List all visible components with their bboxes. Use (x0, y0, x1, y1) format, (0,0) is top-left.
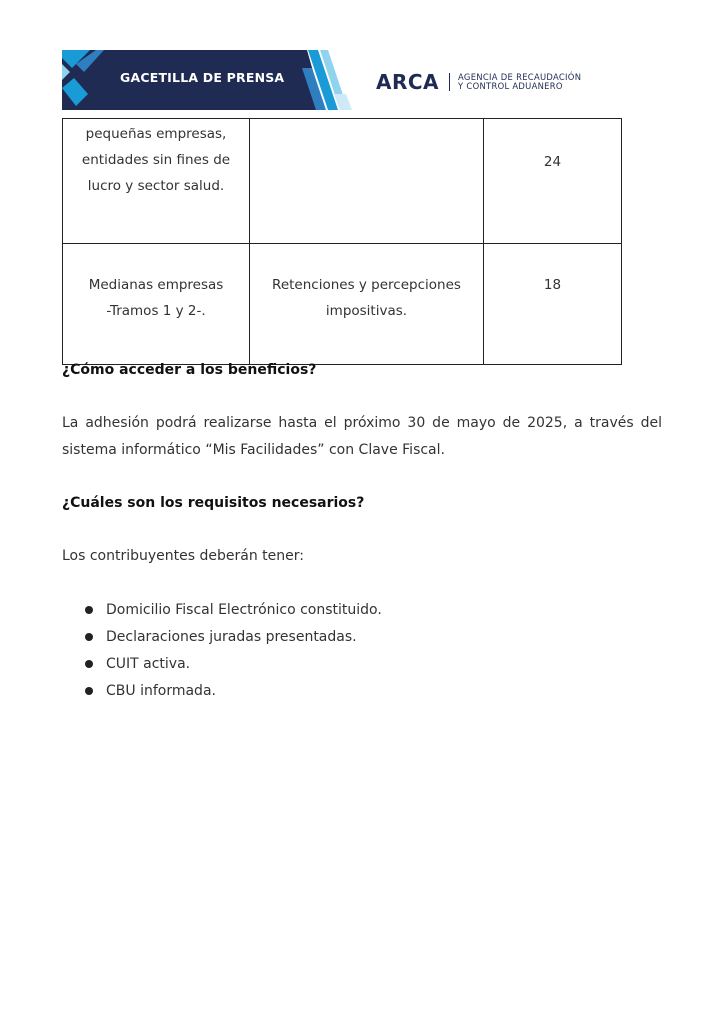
table-cell-obligation (250, 119, 484, 244)
table-cell-category (63, 119, 250, 244)
table-row (63, 119, 622, 244)
arca-logo (376, 69, 581, 95)
list-item (62, 678, 382, 705)
bullet-icon (85, 606, 93, 614)
bullet-icon (85, 687, 93, 695)
section-heading-access: ¿Cómo acceder a los beneficios? (62, 362, 317, 378)
table-cell-installments: 18 (484, 244, 622, 365)
cell-line: impositivas. (325, 303, 408, 319)
list-item-text: Declaraciones juradas presentadas. (106, 629, 357, 645)
paragraph-line: La adhesión podrá realizarse hasta el próximo 30 de mayo de 2025, a través del (62, 415, 662, 431)
benefits-table (62, 118, 622, 365)
list-item-text: CBU informada. (106, 683, 216, 699)
logo-wordmark: ARCA (376, 70, 440, 94)
paragraph-line: sistema informático “Mis Facilidades” con Clave Fiscal. (62, 442, 445, 458)
list-item-text: Domicilio Fiscal Electrónico constituido. (106, 602, 382, 618)
list-item (62, 597, 382, 624)
table-cell-installments: 24 (484, 119, 622, 244)
table-row (63, 244, 622, 365)
logo-subtitle-line2: Y CONTROL ADUANERO (458, 81, 563, 91)
requirements-intro: Los contribuyentes deberán tener: (62, 548, 304, 564)
cell-line: -Tramos 1 y 2-. (106, 303, 206, 319)
cell-line: entidades sin fines de (81, 152, 231, 168)
requirements-list (62, 597, 382, 705)
press-header (62, 50, 662, 110)
banner-title: GACETILLA DE PRENSA (120, 70, 285, 85)
cell-line: Medianas empresas (88, 277, 224, 293)
logo-subtitle (458, 73, 581, 91)
list-item (62, 624, 382, 651)
list-item-text: CUIT activa. (106, 656, 191, 672)
section-heading-requirements: ¿Cuáles son los requisitos necesarios? (62, 495, 365, 511)
cell-line: pequeñas empresas, (85, 126, 227, 142)
bullet-icon (85, 660, 93, 668)
list-item (62, 651, 382, 678)
table-cell-obligation (250, 244, 484, 365)
cell-line: Retenciones y percepciones (272, 277, 461, 293)
bullet-icon (85, 633, 93, 641)
cell-line: lucro y sector salud. (87, 178, 225, 194)
table-cell-category (63, 244, 250, 365)
logo-separator (449, 73, 450, 91)
logo-subtitle-line1: AGENCIA DE RECAUDACIÓN (458, 72, 582, 82)
access-paragraph (62, 410, 662, 464)
